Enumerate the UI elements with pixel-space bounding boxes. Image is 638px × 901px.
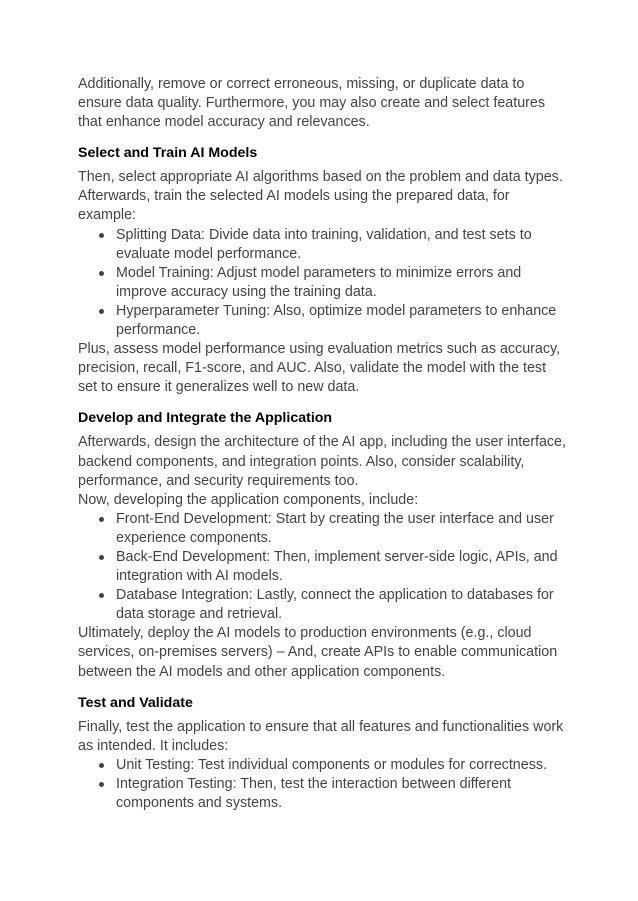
- list-item: Unit Testing: Test individual components or modules for correctness.: [78, 756, 568, 775]
- section-heading-test-validate: Test and Validate: [78, 694, 193, 711]
- section-paragraph: Ultimately, deploy the AI models to production environments (e.g., cloud services, on-premises servers) – And, create APIs to enable communication between the AI models and other application components.: [78, 625, 558, 680]
- spacer: [78, 397, 568, 409]
- list-item: Model Training: Adjust model parameters to minimize errors and improve accuracy using the training data.: [78, 264, 568, 302]
- list-item: Database Integration: Lastly, connect the application to databases for data storage and retrieval.: [78, 586, 568, 624]
- intro-paragraph: Additionally, remove or correct erroneous, missing, or duplicate data to ensure data quality. Furthermore, you may also create and select features that enhance model accuracy and relevances.: [78, 76, 546, 131]
- section-paragraph: Now, developing the application components, include:: [78, 491, 419, 508]
- section-paragraph: Afterwards, design the architecture of the AI app, including the user interface, backend components, and integration points. Also, consider scalability, performance, and security requirements too.: [78, 434, 566, 489]
- bullet-list: [78, 756, 568, 813]
- section-paragraph: Finally, test the application to ensure that all features and functionalities work as intended. It includes:: [78, 718, 564, 754]
- list-item: Front-End Development: Start by creating the user interface and user experience components.: [78, 510, 568, 548]
- bullet-list: [78, 226, 568, 341]
- section-heading-select-train: Select and Train AI Models: [78, 145, 258, 162]
- spacer: [78, 682, 568, 694]
- section-paragraph: Plus, assess model performance using evaluation metrics such as accuracy, precision, recall, F1-score, and AUC. Also, validate the model with the test set to ensure it generalizes well to new data.: [78, 341, 561, 396]
- section-paragraph: Then, select appropriate AI algorithms based on the problem and data types. Afterwards, train the selected AI models using the prepared data, for example:: [78, 169, 563, 224]
- bullet-list: [78, 510, 568, 625]
- document-page: [78, 75, 568, 813]
- section-heading-develop-integrate: Develop and Integrate the Application: [78, 410, 333, 427]
- list-item: Splitting Data: Divide data into training, validation, and test sets to evaluate model performance.: [78, 226, 568, 264]
- list-item: Back-End Development: Then, implement server-side logic, APIs, and integration with AI models.: [78, 548, 568, 586]
- spacer: [78, 132, 568, 144]
- list-item: Hyperparameter Tuning: Also, optimize model parameters to enhance performance.: [78, 302, 568, 340]
- list-item: Integration Testing: Then, test the interaction between different components and systems.: [78, 775, 568, 813]
